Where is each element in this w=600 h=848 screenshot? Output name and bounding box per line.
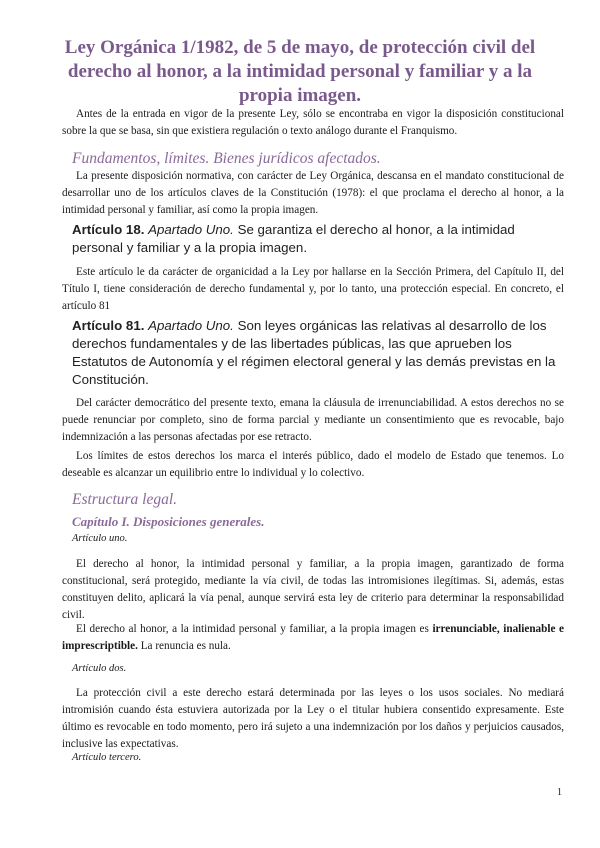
article-18-apartado: Apartado Uno. (148, 222, 234, 237)
chapter-heading: Capítulo I. Disposiciones generales. (72, 514, 265, 529)
paragraph-mandato: La presente disposición normativa, con carácter de Ley Orgánica, descansa en el mandato constitucional de desarrollar uno de los artículos claves de la Constitución (1978): el que proclama el derecho al honor, a la intimidad personal y familiar, así como la propia imagen. (62, 170, 564, 216)
article-uno-label: Artículo uno. (72, 533, 128, 544)
article-81-text: Son leyes orgánicas las relativas al desarrollo de los derechos fundamentales y de las libertades públicas, las que aprueben los Estatutos de Autonomía y el régimen electoral general y las demás previstas en la Constitución. (72, 318, 556, 387)
paragraph-articulo-uno-2-start: El derecho al honor, a la intimidad personal y familiar, a la propia imagen es (76, 623, 433, 635)
article-18-text: Se garantiza el derecho al honor, a la intimidad personal y familiar y a la propia imagen. (72, 222, 515, 255)
page-number: 1 (557, 787, 562, 798)
article-81-label: Artículo 81. (72, 318, 145, 333)
article-tercero-label: Artículo tercero. (72, 752, 142, 763)
paragraph-limites: Los límites de estos derechos los marca el interés público, dado el modelo de Estado que tenemos. Lo deseable es alcanzar un equilibrio entre lo individual y lo colectivo. (62, 450, 564, 479)
article-dos-label: Artículo dos. (72, 663, 127, 674)
paragraph-articulo-uno-2-bold: irrenunciable, inalienable e imprescriptible. (62, 623, 564, 652)
intro-paragraph: Antes de la entrada en vigor de la presente Ley, sólo se encontraba en vigor la disposición constitucional sobre la que se basa, sin que existiera regulación o texto análogo durante el Franquismo. (62, 108, 564, 137)
document-title: Ley Orgánica 1/1982, de 5 de mayo, de protección civil del derecho al honor, a la intimidad personal y familiar y a la propia imagen. (64, 37, 536, 106)
paragraph-articulo-uno-2-end: La renuncia es nula. (137, 640, 231, 652)
paragraph-organicidad: Este artículo le da carácter de organicidad a la Ley por hallarse en la Sección Primera, del Capítulo II, del Título I, tiene consideración de derecho fundamental y, por lo tanto, una protección especial. En concreto, el artículo 81 (62, 266, 564, 312)
article-18-quote (72, 221, 564, 257)
article-18-label: Artículo 18. (72, 222, 145, 237)
paragraph-articulo-dos: La protección civil a este derecho estará determinada por las leyes o los usos sociales. No mediará intromisión cuando ésta estuviera autorizada por la Ley o el titular hubiera consentido expresamente. Este último es revocable en todo momento, pero irá sujeto a una indemnización por los daños y perjuicios causados, inclusive las expectativas. (62, 687, 564, 750)
paragraph-articulo-uno-1: El derecho al honor, la intimidad personal y familiar, a la propia imagen, garantizado de forma constitucional, será protegido, mediante la vía civil, de todas las intromisiones ilegítimas. Si, además, estas constituyen delito, aplicará la vía penal, aunque servirá esta ley de criterio para determinar la responsabilidad civil. (62, 558, 564, 621)
article-81-quote (72, 317, 564, 389)
section-heading-estructura: Estructura legal. (72, 491, 178, 508)
article-81-apartado: Apartado Uno. (148, 318, 234, 333)
paragraph-articulo-uno-2 (62, 621, 564, 655)
paragraph-irrenunciabilidad: Del carácter democrático del presente texto, emana la cláusula de irrenunciabilidad. A estos derechos no se puede renunciar por completo, sino de forma parcial y mediante un consentimiento que es revocable, bajo indemnización a las personas afectadas por ese retracto. (62, 397, 564, 443)
section-heading-fundamentos: Fundamentos, límites. Bienes jurídicos afectados. (72, 150, 381, 167)
